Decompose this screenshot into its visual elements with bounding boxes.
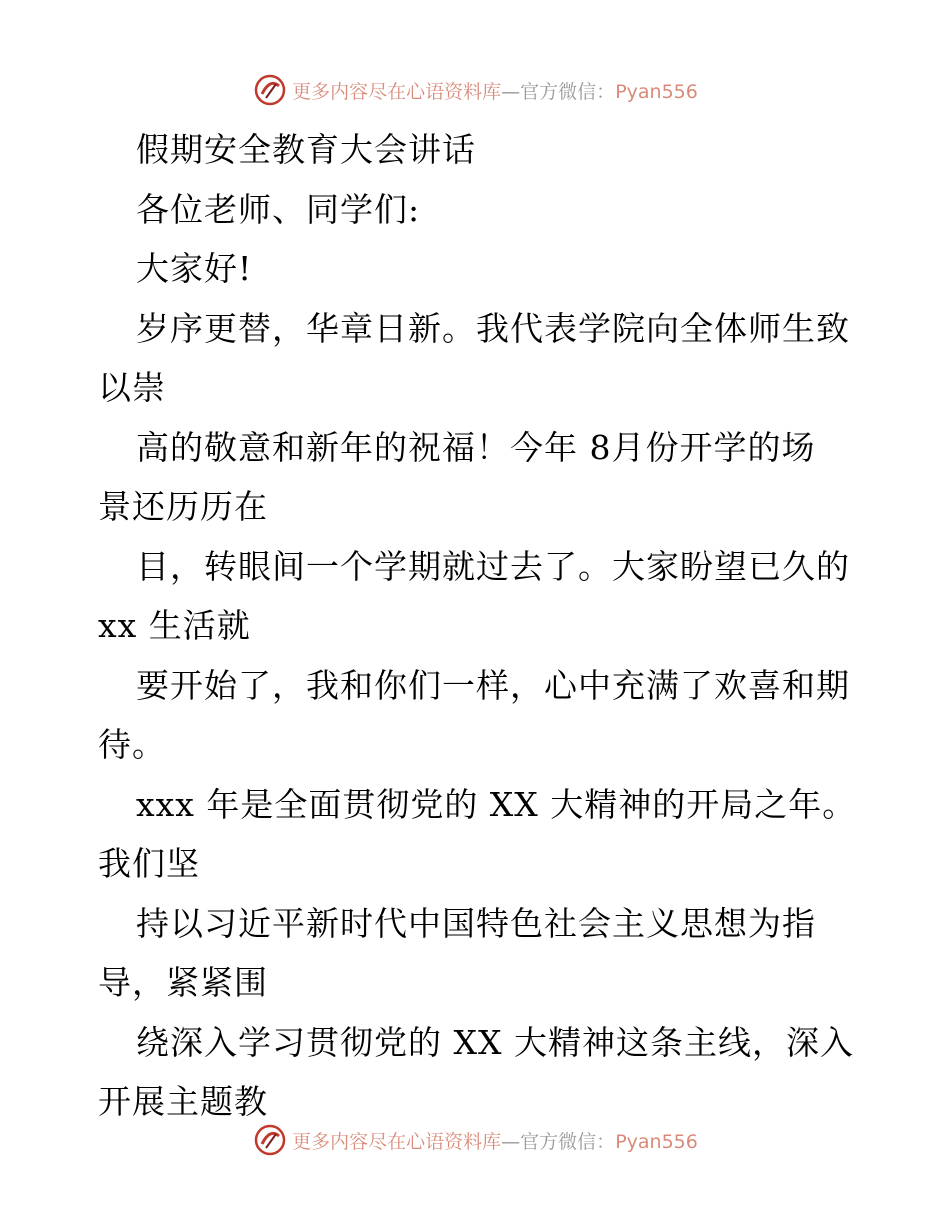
text-line: xxx 年是全面贯彻党的 XX 大精神的开局之年。	[136, 784, 857, 824]
footer-banner	[0, 1120, 950, 1160]
brand-logo-icon	[252, 72, 288, 108]
banner-wechat-id: Pyan556	[615, 80, 698, 103]
banner-dash: —	[501, 1130, 521, 1153]
text-line: 持以习近平新时代中国特色社会主义思想为指	[136, 903, 816, 943]
banner-main-text: 更多内容尽在心语资料库	[292, 80, 502, 103]
banner-text	[292, 77, 698, 104]
text-line: 开展主题教	[98, 1082, 268, 1121]
salutation: 各位老师、同学们:	[136, 189, 421, 229]
document-title: 假期安全教育大会讲话	[136, 130, 476, 169]
text-line: 景还历历在	[98, 487, 268, 526]
text-line: 导，紧紧围	[98, 963, 268, 1002]
text-line: 绕深入学习贯彻党的 XX 大精神这条主线，深入	[136, 1022, 854, 1062]
text-line: 以崇	[98, 368, 166, 407]
banner-dash: —	[501, 80, 521, 103]
banner-official-label: 官方微信：	[520, 80, 616, 103]
text-line: 高的敬意和新年的祝福！今年 8月份开学的场	[136, 427, 816, 467]
text-line: 待。	[98, 725, 166, 764]
banner-text	[292, 1127, 698, 1154]
text-line: 岁序更替，华章日新。我代表学院向全体师生致	[136, 308, 850, 348]
banner-main-text: 更多内容尽在心语资料库	[292, 1130, 502, 1153]
header-banner	[0, 70, 950, 110]
banner-wechat-id: Pyan556	[615, 1130, 698, 1153]
greeting: 大家好!	[136, 249, 253, 288]
text-line: xx 生活就	[98, 606, 251, 645]
document-body	[98, 120, 888, 1132]
text-line: 要开始了，我和你们一样，心中充满了欢喜和期	[136, 665, 850, 705]
text-line: 目，转眼间一个学期就过去了。大家盼望已久的	[136, 546, 850, 586]
text-line: 我们坚	[98, 844, 200, 883]
banner-official-label: 官方微信：	[520, 1130, 616, 1153]
brand-logo-icon	[252, 1122, 288, 1158]
